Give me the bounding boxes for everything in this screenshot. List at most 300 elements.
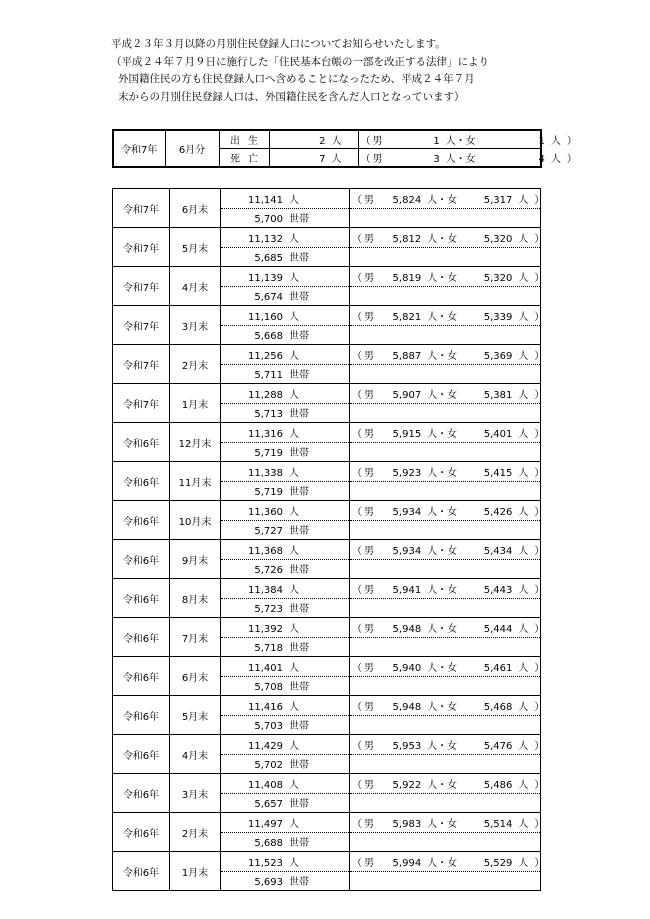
field-households: 5,718 (254, 643, 283, 655)
field-close-paren: ） (534, 818, 545, 830)
field-male: 5,915 (392, 428, 422, 440)
field-count: 7 (319, 154, 326, 165)
field-total: 11,141 (248, 194, 283, 206)
field-households: 5,723 (254, 604, 283, 616)
month-cell: 4月末 (170, 735, 221, 774)
field-female: 5,486 (483, 779, 513, 791)
households-cell (221, 637, 350, 657)
field-male: 5,923 (392, 467, 422, 479)
field-households: 5,702 (254, 760, 283, 772)
field-total: 11,497 (248, 818, 283, 830)
gender-breakdown-cell (350, 501, 545, 521)
month-cell: 12月末 (170, 423, 221, 462)
field-male: 5,948 (392, 701, 422, 713)
field-households: 5,688 (254, 838, 283, 850)
month-cell: 8月末 (170, 579, 221, 618)
field-male: 5,819 (392, 272, 422, 284)
field-female-sep: 人・女 (427, 740, 458, 752)
field-male-label: 男 (364, 701, 374, 713)
empty-cell (350, 559, 541, 579)
field-female: 5,444 (483, 623, 513, 635)
field-close-paren: ） (534, 350, 545, 362)
intro-line: 平成２３年３月以降の月別住民登録人口についてお知らせいたします。 (111, 38, 446, 50)
empty-cell (350, 715, 541, 735)
total-population-cell (221, 423, 350, 443)
households-cell (221, 520, 350, 540)
field-male-label: 男 (364, 233, 374, 245)
field-total: 11,360 (248, 506, 283, 518)
field-female: 5,461 (483, 662, 513, 674)
month-cell: 4月末 (170, 267, 221, 306)
field-household: 世帯 (289, 877, 309, 889)
era-cell: 令和7年 (113, 228, 170, 267)
field-female: 5,415 (483, 467, 513, 479)
field-female: 5,339 (483, 311, 513, 323)
field-household: 世帯 (289, 643, 309, 655)
monthly-row-population (113, 696, 541, 716)
households-cell (221, 325, 350, 345)
field-close-paren: ） (534, 467, 545, 479)
households-cell (221, 832, 350, 852)
field-total: 11,316 (248, 428, 283, 440)
field-household: 世帯 (289, 526, 309, 538)
gender-breakdown-cell (350, 657, 545, 677)
field-open-paren: （ (352, 389, 362, 401)
field-person: 人 (289, 311, 299, 323)
field-person: 人 (289, 545, 299, 557)
empty-cell (350, 676, 541, 696)
households-cell (221, 247, 350, 267)
field-household: 世帯 (289, 838, 309, 850)
households-cell (221, 286, 350, 306)
field-total: 11,139 (248, 272, 283, 284)
month-cell: 2月末 (170, 345, 221, 384)
total-population-cell (221, 384, 350, 404)
field-open-paren: （ (352, 272, 362, 284)
month-cell: 9月末 (170, 540, 221, 579)
field-female-sep: 人・女 (427, 701, 458, 713)
field-household: 世帯 (289, 448, 309, 460)
field-person2: 人 (518, 233, 529, 245)
field-households: 5,668 (254, 331, 283, 343)
month-cell: 1月末 (170, 384, 221, 423)
month-cell: 3月末 (170, 774, 221, 813)
field-male-label: 男 (372, 154, 383, 165)
field-person2: 人 (518, 467, 529, 479)
households-cell (221, 364, 350, 384)
monthly-row-population (113, 189, 541, 209)
field-person2: 人 (518, 779, 529, 791)
field-male: 3 (433, 154, 440, 165)
month-cell: 10月末 (170, 501, 221, 540)
intro-line: 外国籍住民の方も住民登録人口へ含めることになったため、平成２４年７月 (118, 73, 475, 85)
field-total: 11,288 (248, 389, 283, 401)
households-cell (221, 676, 350, 696)
monthly-row-population (113, 579, 541, 599)
field-person: 人 (289, 701, 299, 713)
field-total: 11,408 (248, 779, 283, 791)
field-male: 5,907 (392, 389, 422, 401)
field-close-paren: ） (534, 779, 545, 791)
field-open-paren: （ (352, 194, 362, 206)
field-person2: 人 (518, 545, 529, 557)
month-cell: 6月末 (170, 657, 221, 696)
field-female-sep: 人・女 (427, 194, 458, 206)
field-person: 人 (289, 428, 299, 440)
field-person2: 人 (518, 701, 529, 713)
field-close-paren: ） (534, 857, 545, 869)
field-female-sep: 人・女 (427, 779, 458, 791)
empty-cell (350, 832, 541, 852)
field-female-sep: 人・女 (427, 428, 458, 440)
field-person: 人 (289, 857, 299, 869)
field-person: 人 (289, 662, 299, 674)
era-cell: 令和6年 (113, 696, 170, 735)
field-total: 11,256 (248, 350, 283, 362)
field-person2: 人 (550, 136, 561, 147)
field-male: 1 (433, 136, 440, 147)
field-household: 世帯 (289, 331, 309, 343)
field-male-label: 男 (364, 467, 374, 479)
households-cell (221, 598, 350, 618)
field-close-paren: ） (566, 154, 577, 165)
field-person2: 人 (518, 740, 529, 752)
field-total: 11,401 (248, 662, 283, 674)
field-person: 人 (289, 389, 299, 401)
field-households: 5,657 (254, 799, 283, 811)
field-open-paren: （ (352, 311, 362, 323)
summary-month-cell: 6月分 (165, 130, 219, 167)
gender-breakdown-cell (350, 735, 545, 755)
era-cell: 令和6年 (113, 852, 170, 891)
total-population-cell (221, 735, 350, 755)
field-male-label: 男 (364, 194, 374, 206)
field-close-paren: ） (534, 740, 545, 752)
era-cell: 令和6年 (113, 540, 170, 579)
total-population-cell (221, 696, 350, 716)
monthly-row-population (113, 345, 541, 365)
field-households: 5,711 (254, 370, 283, 382)
field-person2: 人 (518, 818, 529, 830)
households-cell (221, 481, 350, 501)
empty-cell (350, 598, 541, 618)
field-male-label: 男 (364, 662, 374, 674)
total-population-cell (221, 774, 350, 794)
field-close-paren: ） (534, 194, 545, 206)
field-total: 11,384 (248, 584, 283, 596)
field-person: 人 (331, 136, 342, 147)
households-cell (221, 754, 350, 774)
field-male: 5,821 (392, 311, 422, 323)
field-household: 世帯 (289, 682, 309, 694)
field-open-paren: （ (352, 740, 362, 752)
field-female-sep: 人・女 (427, 272, 458, 284)
month-cell: 1月末 (170, 852, 221, 891)
field-female-sep: 人・女 (427, 818, 458, 830)
field-female-sep: 人・女 (427, 311, 458, 323)
field-open-paren: （ (352, 623, 362, 635)
field-male: 5,948 (392, 623, 422, 635)
field-households: 5,726 (254, 565, 283, 577)
field-count: 2 (319, 136, 326, 147)
field-male: 5,994 (392, 857, 422, 869)
monthly-row-population (113, 813, 541, 833)
field-male-label: 男 (364, 350, 374, 362)
gender-breakdown-cell (350, 618, 545, 638)
field-male: 5,922 (392, 779, 422, 791)
field-person2: 人 (518, 506, 529, 518)
field-households: 5,700 (254, 214, 283, 226)
field-open-paren: （ (352, 818, 362, 830)
field-close-paren: ） (534, 701, 545, 713)
total-population-cell (221, 345, 350, 365)
field-male-label: 男 (364, 623, 374, 635)
field-male: 5,824 (392, 194, 422, 206)
field-person2: 人 (518, 428, 529, 440)
empty-cell (350, 364, 541, 384)
field-female: 5,443 (483, 584, 513, 596)
field-person2: 人 (518, 623, 529, 635)
field-total: 11,429 (248, 740, 283, 752)
households-cell (221, 208, 350, 228)
field-households: 5,713 (254, 409, 283, 421)
field-male: 5,940 (392, 662, 422, 674)
gender-breakdown-cell (350, 540, 545, 560)
field-person2: 人 (518, 662, 529, 674)
empty-cell (350, 442, 541, 462)
field-female: 1 (538, 136, 545, 147)
field-male-label: 男 (364, 857, 374, 869)
summary-category: 出生 (219, 130, 269, 149)
field-open-paren: （ (352, 545, 362, 557)
field-male-label: 男 (364, 506, 374, 518)
field-person: 人 (289, 779, 299, 791)
field-female-sep: 人・女 (445, 136, 476, 147)
gender-breakdown-cell (350, 306, 545, 326)
field-household: 世帯 (289, 292, 309, 304)
month-cell: 3月末 (170, 306, 221, 345)
field-person2: 人 (518, 194, 529, 206)
field-person2: 人 (518, 584, 529, 596)
field-close-paren: ） (534, 623, 545, 635)
field-male: 5,941 (392, 584, 422, 596)
field-male: 5,953 (392, 740, 422, 752)
field-household: 世帯 (289, 370, 309, 382)
field-open-paren: （ (352, 350, 362, 362)
field-household: 世帯 (289, 721, 309, 733)
field-households: 5,719 (254, 448, 283, 460)
gender-breakdown-cell (350, 579, 545, 599)
field-female-sep: 人・女 (427, 233, 458, 245)
gender-breakdown-cell (350, 384, 545, 404)
field-female: 5,320 (483, 272, 513, 284)
era-cell: 令和7年 (113, 345, 170, 384)
field-person2: 人 (518, 350, 529, 362)
field-households: 5,703 (254, 721, 283, 733)
households-cell (221, 442, 350, 462)
field-person: 人 (289, 740, 299, 752)
field-person: 人 (289, 350, 299, 362)
monthly-row-population (113, 657, 541, 677)
empty-cell (350, 325, 541, 345)
field-open-paren: （ (352, 857, 362, 869)
month-cell: 5月末 (170, 228, 221, 267)
monthly-row-population (113, 423, 541, 443)
field-close-paren: ） (534, 545, 545, 557)
field-male-label: 男 (364, 311, 374, 323)
field-male-label: 男 (364, 818, 374, 830)
monthly-row-population (113, 306, 541, 326)
era-cell: 令和6年 (113, 774, 170, 813)
field-household: 世帯 (289, 760, 309, 772)
field-close-paren: ） (566, 136, 577, 147)
field-person: 人 (331, 154, 342, 165)
field-household: 世帯 (289, 799, 309, 811)
field-male: 5,812 (392, 233, 422, 245)
field-male-label: 男 (364, 545, 374, 557)
field-close-paren: ） (534, 662, 545, 674)
total-population-cell (221, 228, 350, 248)
total-population-cell (221, 462, 350, 482)
field-household: 世帯 (289, 487, 309, 499)
field-female: 5,468 (483, 701, 513, 713)
intro-line: 末からの月別住民登録人口は、外国籍住民を含んだ人口となっています） (118, 90, 465, 103)
field-female-sep: 人・女 (427, 389, 458, 401)
summary-category: 死亡 (219, 149, 269, 168)
monthly-row-population (113, 618, 541, 638)
gender-breakdown-cell (350, 696, 545, 716)
households-cell (221, 403, 350, 423)
field-male-label: 男 (364, 584, 374, 596)
empty-cell (350, 637, 541, 657)
field-male: 5,934 (392, 506, 422, 518)
field-open-paren: （ (352, 428, 362, 440)
field-female: 5,529 (483, 857, 513, 869)
field-households: 5,727 (254, 526, 283, 538)
field-open-paren: （ (352, 233, 362, 245)
field-open-paren: （ (352, 662, 362, 674)
field-person2: 人 (518, 272, 529, 284)
era-cell: 令和6年 (113, 423, 170, 462)
empty-cell (350, 208, 541, 228)
era-cell: 令和6年 (113, 462, 170, 501)
month-cell: 11月末 (170, 462, 221, 501)
total-population-cell (221, 189, 350, 209)
field-household: 世帯 (289, 409, 309, 421)
empty-cell (350, 247, 541, 267)
field-person: 人 (289, 506, 299, 518)
summary-era-cell: 令和7年 (113, 130, 165, 167)
empty-cell (350, 403, 541, 423)
field-close-paren: ） (534, 584, 545, 596)
field-close-paren: ） (534, 272, 545, 284)
field-household: 世帯 (289, 604, 309, 616)
gender-breakdown-cell (350, 774, 545, 794)
field-female-sep: 人・女 (427, 506, 458, 518)
gender-breakdown-cell (350, 345, 545, 365)
field-female: 5,317 (483, 194, 513, 206)
summary-row (113, 130, 541, 149)
field-male: 5,983 (392, 818, 422, 830)
field-female: 5,434 (483, 545, 513, 557)
field-female-sep: 人・女 (427, 350, 458, 362)
field-total: 11,132 (248, 233, 283, 245)
empty-cell (350, 481, 541, 501)
field-open-paren: （ (352, 467, 362, 479)
field-total: 11,392 (248, 623, 283, 635)
field-male: 5,934 (392, 545, 422, 557)
field-female-sep: 人・女 (427, 857, 458, 869)
total-population-cell (221, 540, 350, 560)
era-cell: 令和6年 (113, 813, 170, 852)
field-female: 5,369 (483, 350, 513, 362)
monthly-row-population (113, 774, 541, 794)
field-female: 5,320 (483, 233, 513, 245)
field-male-label: 男 (372, 136, 383, 147)
field-female: 5,426 (483, 506, 513, 518)
field-female-sep: 人・女 (445, 154, 476, 165)
month-cell: 7月末 (170, 618, 221, 657)
era-cell: 令和7年 (113, 384, 170, 423)
field-female: 5,514 (483, 818, 513, 830)
monthly-row-population (113, 735, 541, 755)
field-person: 人 (289, 467, 299, 479)
field-close-paren: ） (534, 233, 545, 245)
field-female: 5,476 (483, 740, 513, 752)
gender-breakdown-cell (350, 228, 545, 248)
field-open-paren: （ (360, 136, 371, 147)
field-male-label: 男 (364, 779, 374, 791)
field-male-label: 男 (364, 428, 374, 440)
era-cell: 令和7年 (113, 306, 170, 345)
field-household: 世帯 (289, 214, 309, 226)
gender-breakdown-cell (350, 267, 545, 287)
summary-count (269, 149, 358, 168)
monthly-row-population (113, 462, 541, 482)
field-total: 11,523 (248, 857, 283, 869)
summary-breakdown (358, 130, 577, 149)
field-open-paren: （ (352, 779, 362, 791)
era-cell: 令和6年 (113, 657, 170, 696)
total-population-cell (221, 579, 350, 599)
field-male-label: 男 (364, 272, 374, 284)
field-households: 5,719 (254, 487, 283, 499)
gender-breakdown-cell (350, 462, 545, 482)
field-households: 5,674 (254, 292, 283, 304)
field-household: 世帯 (289, 253, 309, 265)
households-cell (221, 559, 350, 579)
gender-breakdown-cell (350, 852, 545, 872)
gender-breakdown-cell (350, 189, 545, 209)
households-cell (221, 715, 350, 735)
total-population-cell (221, 501, 350, 521)
monthly-row-population (113, 267, 541, 287)
field-person: 人 (289, 194, 299, 206)
field-close-paren: ） (534, 311, 545, 323)
field-households: 5,685 (254, 253, 283, 265)
field-female-sep: 人・女 (427, 584, 458, 596)
field-total: 11,368 (248, 545, 283, 557)
field-total: 11,416 (248, 701, 283, 713)
field-female-sep: 人・女 (427, 545, 458, 557)
monthly-row-population (113, 501, 541, 521)
intro-line: （平成２４年７月９日に施行した「住民基本台帳の一部を改正する法律」により (111, 55, 489, 68)
total-population-cell (221, 618, 350, 638)
field-open-paren: （ (352, 506, 362, 518)
gender-breakdown-cell (350, 813, 545, 833)
empty-cell (350, 871, 541, 891)
field-female: 5,401 (483, 428, 513, 440)
